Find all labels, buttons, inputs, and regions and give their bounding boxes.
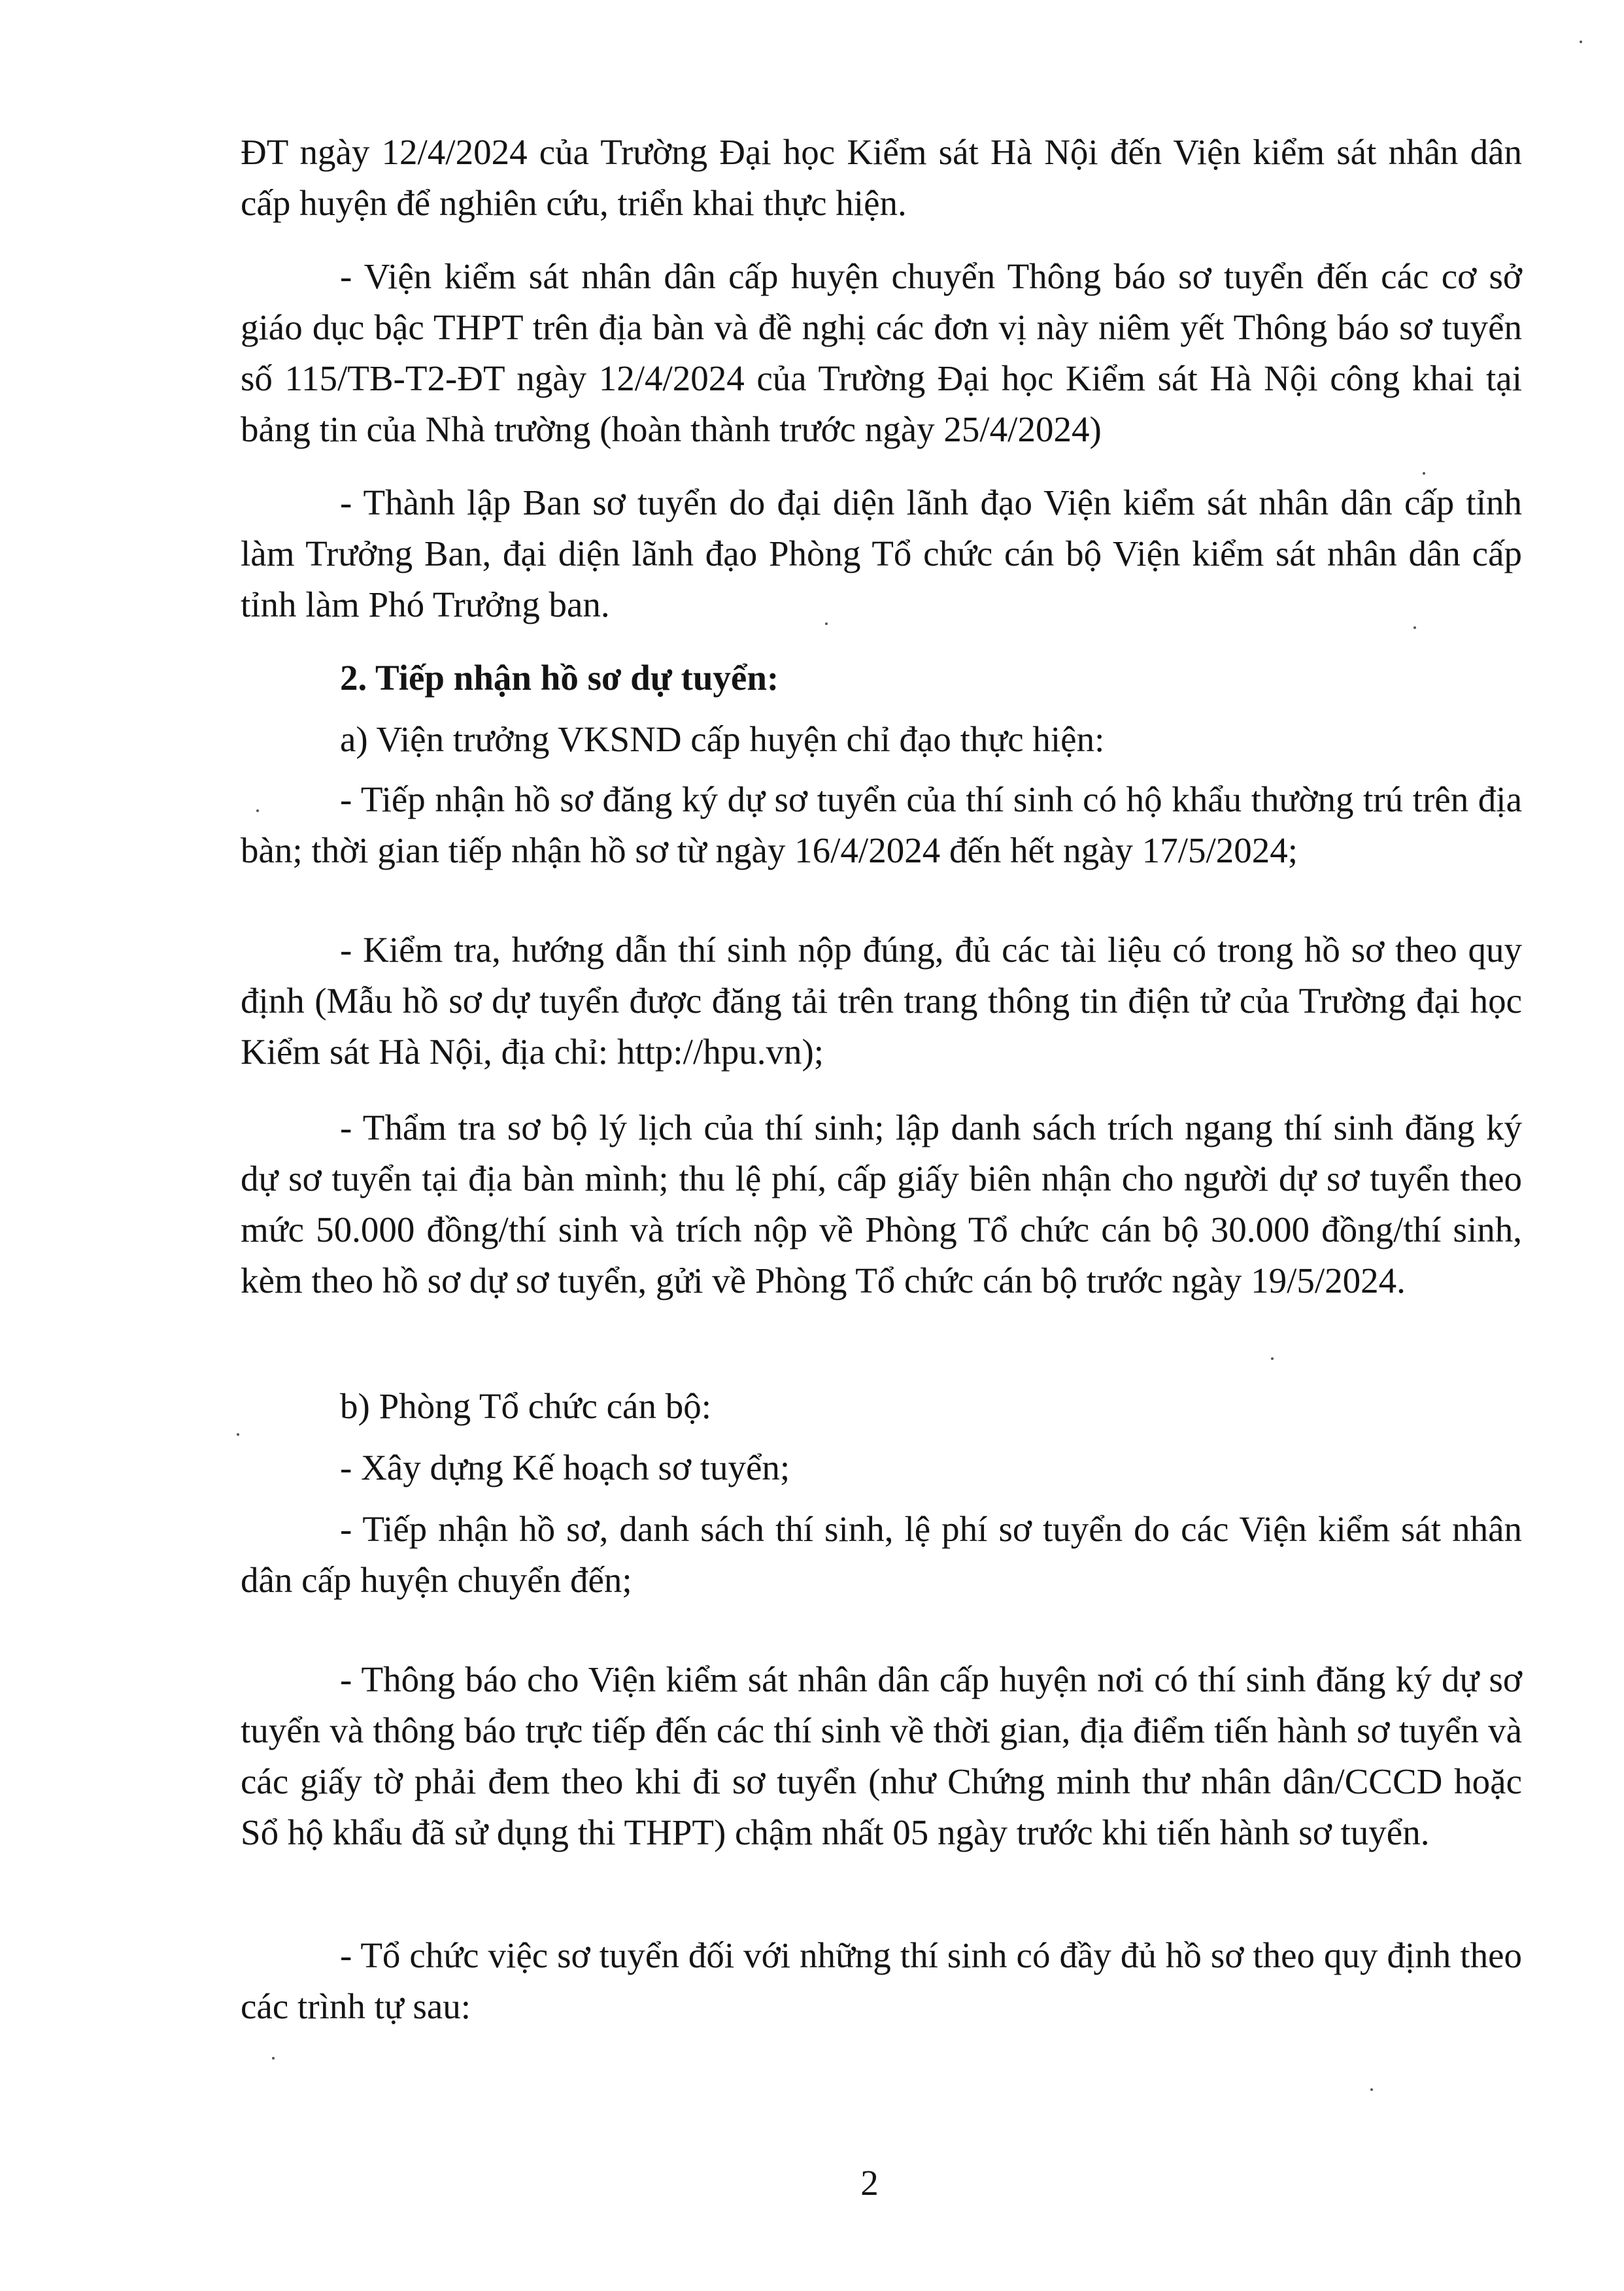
paragraph-notify-candidates: - Thông báo cho Viện kiểm sát nhân dân cấp huyện nơi có thí sinh đăng ký dự sơ tuyển và thông báo trực tiếp đến các thí sinh về thời gian, địa điểm tiến hành sơ tuyển và các giấy tờ phải đem theo khi đi sơ tuyển (như Chứng minh thư nhân dân/CCCD hoặc Sổ hộ khẩu đã sử dụng thi THPT) chậm nhất 05 ngày trước khi tiến hành sơ tuyển. [241,1659,1522,1852]
paragraph-check-documents: - Kiểm tra, hướng dẫn thí sinh nộp đúng, đủ các tài liệu có trong hồ sơ theo quy định (Mẫu hồ sơ dự tuyển được đăng tải trên trang thông tin điện tử của Trường đại học Kiểm sát Hà Nội, địa chỉ: http://hpu.vn); [241,930,1522,1072]
scan-speck [272,2057,275,2060]
paragraph-establish-board: - Thành lập Ban sơ tuyển do đại diện lãnh đạo Viện kiểm sát nhân dân cấp tỉnh làm Trưởng Ban, đại diện lãnh đạo Phòng Tổ chức cán bộ Viện kiểm sát nhân dân cấp tỉnh làm Phó Trưởng ban. [241,483,1522,624]
paragraph-verify-profile: - Thẩm tra sơ bộ lý lịch của thí sinh; lập danh sách trích ngang thí sinh đăng ký dự sơ tuyển tại địa bàn mình; thu lệ phí, cấp giấy biên nhận cho người dự sơ tuyển theo mức 50.000 đồng/thí sinh và trích nộp về Phòng Tổ chức cán bộ 30.000 đồng/thí sinh, kèm theo hồ sơ dự sơ tuyển, gửi về Phòng Tổ chức cán bộ trước ngày 19/5/2024. [241,1108,1522,1300]
scan-speck [1423,472,1425,475]
scan-speck [825,622,828,625]
paragraph-build-plan: - Xây dựng Kế hoạch sơ tuyển; [340,1448,790,1487]
scan-speck [256,809,259,812]
scan-speck [1580,41,1582,43]
section-heading-receive-applications: 2. Tiếp nhận hồ sơ dự tuyển: [340,658,779,698]
paragraph-forward-notice: - Viện kiểm sát nhân dân cấp huyện chuyển Thông báo sơ tuyển đến các cơ sở giáo dục bậc THPT trên địa bàn và đề nghị các đơn vị này niêm yết Thông báo sơ tuyển số 115/TB-T2-ĐT ngày 12/4/2024 của Trường Đại học Kiểm sát Hà Nội công khai tại bảng tin của Nhà trường (hoàn thành trước ngày 25/4/2024) [241,256,1522,449]
paragraph-organize-selection: - Tổ chức việc sơ tuyển đối với những thí sinh có đầy đủ hồ sơ theo quy định theo các trình tự sau: [241,1935,1522,2026]
scan-speck [1370,2088,1373,2091]
paragraph-receive-registration: - Tiếp nhận hồ sơ đăng ký dự sơ tuyển của thí sinh có hộ khẩu thường trú trên địa bàn; thời gian tiếp nhận hồ sơ từ ngày 16/4/2024 đến hết ngày 17/5/2024; [241,779,1522,870]
paragraph-continuation: ĐT ngày 12/4/2024 của Trường Đại học Kiểm sát Hà Nội đến Viện kiểm sát nhân dân cấp huyện để nghiên cứu, triển khai thực hiện. [241,132,1522,223]
scan-speck [1271,1357,1274,1360]
page-number: 2 [860,2163,879,2203]
scan-speck [237,1433,239,1436]
scan-speck [1413,626,1416,629]
paragraph-district-director: a) Viện trưởng VKSND cấp huyện chỉ đạo thực hiện: [340,719,1105,759]
paragraph-personnel-department: b) Phòng Tổ chức cán bộ: [340,1386,711,1426]
paragraph-receive-files: - Tiếp nhận hồ sơ, danh sách thí sinh, lệ phí sơ tuyển do các Viện kiểm sát nhân dân cấp huyện chuyển đến; [241,1509,1522,1600]
